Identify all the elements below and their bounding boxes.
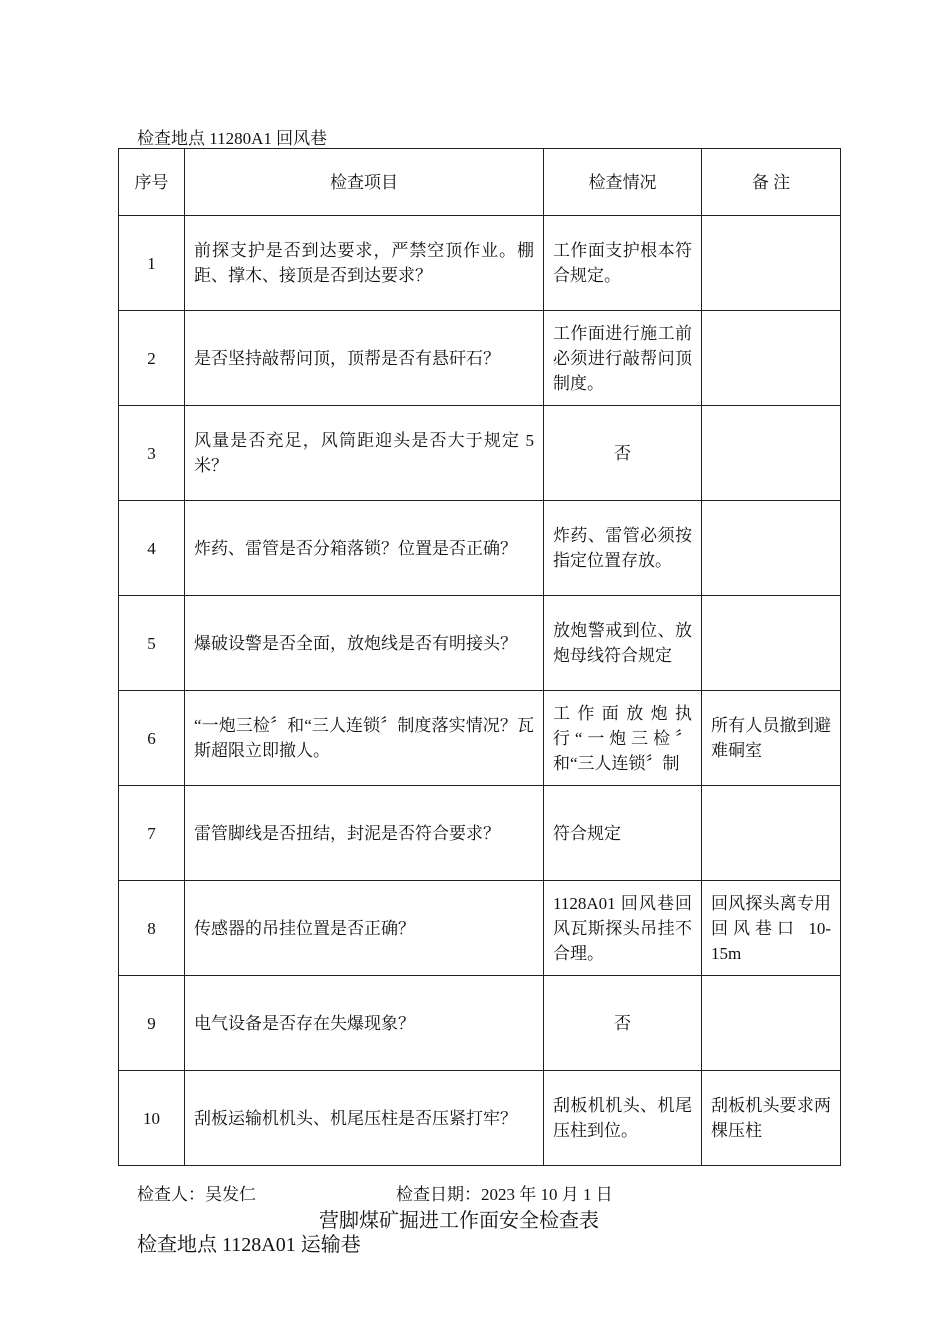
table-row [119, 691, 841, 786]
table-header-row [119, 149, 841, 216]
header-item: 检查项目 [185, 149, 544, 216]
row-remark [702, 786, 841, 881]
row-status: 工作面放炮执行“一炮三检〞和“三人连锁〞制 [544, 691, 702, 786]
row-remark [702, 216, 841, 311]
row-status: 1128A01 回风巷回风瓦斯探头吊挂不合理。 [544, 881, 702, 976]
row-item: 传感器的吊挂位置是否正确？ [185, 881, 544, 976]
table-row [119, 501, 841, 596]
row-number: 4 [119, 501, 185, 596]
row-status: 否 [544, 406, 702, 501]
row-status: 刮板机机头、机尾压柱到位。 [544, 1071, 702, 1166]
table-row [119, 976, 841, 1071]
header-status: 检查情况 [544, 149, 702, 216]
row-number: 8 [119, 881, 185, 976]
row-status: 工作面进行施工前必须进行敲帮问顶制度。 [544, 311, 702, 406]
row-number: 1 [119, 216, 185, 311]
row-status: 放炮警戒到位、放炮母线符合规定 [544, 596, 702, 691]
row-remark: 回风探头离专用回风巷口 10-15m [702, 881, 841, 976]
row-remark [702, 976, 841, 1071]
row-item: 风量是否充足，风筒距迎头是否大于规定 5 米？ [185, 406, 544, 501]
row-status: 工作面支护根本符合规定。 [544, 216, 702, 311]
row-number: 7 [119, 786, 185, 881]
table-row [119, 1071, 841, 1166]
next-inspection-location: 检查地点 1128A01 运输巷 [137, 1234, 361, 1256]
table-row [119, 311, 841, 406]
header-remark: 备 注 [702, 149, 841, 216]
row-remark: 所有人员撤到避难硐室 [702, 691, 841, 786]
row-number: 9 [119, 976, 185, 1071]
row-number: 6 [119, 691, 185, 786]
row-item: 刮板运输机机头、机尾压柱是否压紧打牢？ [185, 1071, 544, 1166]
inspection-location: 检查地点 11280A1 回风巷 [137, 129, 328, 148]
row-item: 爆破设警是否全面，放炮线是否有明接头？ [185, 596, 544, 691]
row-item: 炸药、雷管是否分箱落锁？位置是否正确？ [185, 501, 544, 596]
header-number: 序号 [119, 149, 185, 216]
row-item: “一炮三检〞和“三人连锁〞制度落实情况？瓦斯超限立即撤人。 [185, 691, 544, 786]
row-status: 符合规定 [544, 786, 702, 881]
row-remark: 刮板机头要求两棵压柱 [702, 1071, 841, 1166]
table-row [119, 406, 841, 501]
row-number: 3 [119, 406, 185, 501]
next-form-title: 营脚煤矿掘进工作面安全检查表 [319, 1210, 599, 1232]
inspection-date: 检查日期：2023 年 10 月 1 日 [396, 1185, 613, 1204]
row-remark [702, 406, 841, 501]
row-status: 否 [544, 976, 702, 1071]
row-remark [702, 311, 841, 406]
table-row [119, 216, 841, 311]
row-number: 2 [119, 311, 185, 406]
inspector-name: 检查人：吴发仁 [137, 1185, 256, 1204]
inspection-table [118, 148, 841, 1166]
row-item: 雷管脚线是否扭结，封泥是否符合要求？ [185, 786, 544, 881]
row-remark [702, 501, 841, 596]
row-status: 炸药、雷管必须按指定位置存放。 [544, 501, 702, 596]
table-row [119, 786, 841, 881]
row-number: 5 [119, 596, 185, 691]
row-item: 前探支护是否到达要求，严禁空顶作业。棚距、撑木、接顶是否到达要求？ [185, 216, 544, 311]
row-item: 是否坚持敲帮问顶，顶帮是否有悬矸石？ [185, 311, 544, 406]
table-row [119, 596, 841, 691]
table-row [119, 881, 841, 976]
row-remark [702, 596, 841, 691]
row-item: 电气设备是否存在失爆现象？ [185, 976, 544, 1071]
row-number: 10 [119, 1071, 185, 1166]
